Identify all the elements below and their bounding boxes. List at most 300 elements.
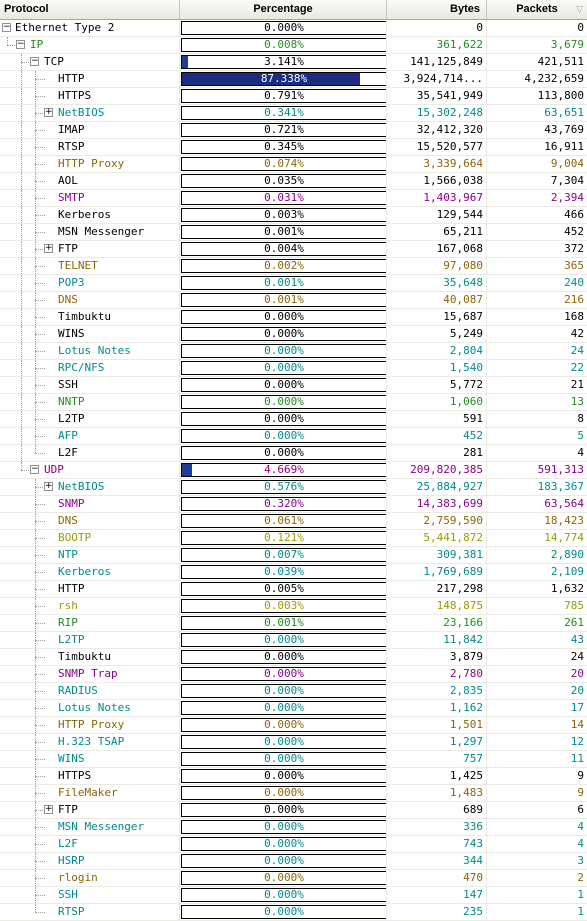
percentage-cell xyxy=(180,836,387,852)
table-row[interactable] xyxy=(0,717,587,734)
tree-connector xyxy=(35,181,45,183)
packets-cell: 24 xyxy=(570,650,584,663)
protocol-cell xyxy=(0,20,180,36)
percentage-value: 0.000% xyxy=(264,786,304,799)
protocol-name: SSH xyxy=(58,378,78,391)
percentage-cell xyxy=(180,309,387,325)
percentage-bar xyxy=(181,633,387,647)
table-row[interactable] xyxy=(0,394,587,411)
protocol-name: L2TP xyxy=(58,412,85,425)
tree-connector xyxy=(35,164,45,166)
percentage-bar xyxy=(181,565,387,579)
table-row[interactable] xyxy=(0,683,587,700)
tree-connector xyxy=(35,912,45,914)
percentage-cell xyxy=(180,632,387,648)
percentage-bar xyxy=(181,123,387,137)
tree-connector xyxy=(35,283,45,285)
table-row[interactable] xyxy=(0,802,587,819)
percentage-value: 0.320% xyxy=(264,497,304,510)
bytes-cell: 5,441,872 xyxy=(387,530,487,546)
table-row[interactable] xyxy=(0,870,587,887)
tree-connector xyxy=(35,725,45,727)
percentage-cell xyxy=(180,513,387,529)
table-row[interactable] xyxy=(0,496,587,513)
percentage-value: 0.000% xyxy=(264,752,304,765)
percentage-bar xyxy=(181,412,387,426)
percentage-value: 0.000% xyxy=(264,684,304,697)
tree-guide-line xyxy=(21,173,23,189)
protocol-cell xyxy=(0,785,180,801)
percentage-cell xyxy=(180,904,387,920)
percentage-bar xyxy=(181,310,387,324)
table-row[interactable] xyxy=(0,190,587,207)
table-row[interactable] xyxy=(0,377,587,394)
bytes-cell: 65,211 xyxy=(387,224,487,240)
percentage-cell xyxy=(180,139,387,155)
percentage-value: 0.005% xyxy=(264,582,304,595)
protocol-name: L2F xyxy=(58,446,78,459)
percentage-bar xyxy=(181,242,387,256)
bytes-cell: 1,501 xyxy=(387,717,487,733)
table-row[interactable] xyxy=(0,411,587,428)
tree-guide-line xyxy=(21,343,23,359)
percentage-cell xyxy=(180,700,387,716)
tree-guide-line xyxy=(21,207,23,223)
collapse-icon[interactable]: − xyxy=(3,22,11,32)
table-row[interactable] xyxy=(0,700,587,717)
percentage-cell xyxy=(180,156,387,172)
tree-connector xyxy=(35,198,45,200)
percentage-cell xyxy=(180,530,387,546)
packets-cell: 2,890 xyxy=(550,548,584,561)
percentage-value: 0.000% xyxy=(264,21,304,34)
protocol-name: Timbuktu xyxy=(58,310,111,323)
tree-guide-line xyxy=(21,462,23,470)
protocol-name: SSH xyxy=(58,888,78,901)
tree-connector xyxy=(35,79,45,81)
bytes-cell: 309,381 xyxy=(387,547,487,563)
protocol-name: NTP xyxy=(58,548,78,561)
protocol-name: RTSP xyxy=(58,140,85,153)
table-row[interactable] xyxy=(0,326,587,343)
packets-cell: 18,423 xyxy=(544,514,584,527)
percentage-value: 0.000% xyxy=(264,395,304,408)
packets-cell: 17 xyxy=(570,701,584,714)
tree-connector xyxy=(35,793,45,795)
packets-cell: 4 xyxy=(577,446,584,459)
expand-icon[interactable]: + xyxy=(45,481,53,491)
protocol-cell xyxy=(0,37,180,53)
protocol-cell xyxy=(0,258,180,274)
table-row[interactable] xyxy=(0,309,587,326)
tree-connector xyxy=(35,691,45,693)
percentage-cell xyxy=(180,292,387,308)
column-header-percentage[interactable]: Percentage xyxy=(180,0,387,19)
percentage-cell xyxy=(180,887,387,903)
table-row[interactable] xyxy=(0,734,587,751)
packets-cell: 5 xyxy=(577,429,584,442)
packets-cell: 14 xyxy=(570,718,584,731)
bytes-cell: 3,924,714... xyxy=(387,71,487,87)
percentage-bar xyxy=(181,55,387,69)
packets-cell: 63,651 xyxy=(544,106,584,119)
bytes-cell: 1,540 xyxy=(387,360,487,376)
table-row[interactable] xyxy=(0,853,587,870)
packets-cell: 11 xyxy=(570,752,584,765)
bytes-cell: 2,759,590 xyxy=(387,513,487,529)
percentage-value: 0.000% xyxy=(264,650,304,663)
table-row[interactable] xyxy=(0,513,587,530)
percentage-bar xyxy=(181,429,387,443)
percentage-bar xyxy=(181,718,387,732)
table-row[interactable] xyxy=(0,887,587,904)
protocol-name: SNMP xyxy=(58,497,85,510)
percentage-value: 0.003% xyxy=(264,599,304,612)
percentage-value: 0.000% xyxy=(264,412,304,425)
percentage-bar xyxy=(181,616,387,630)
percentage-value: 0.121% xyxy=(264,531,304,544)
packets-cell: 2 xyxy=(577,871,584,884)
packets-cell: 421,511 xyxy=(537,55,584,68)
tree-connector xyxy=(35,402,45,404)
table-row[interactable] xyxy=(0,615,587,632)
table-row[interactable] xyxy=(0,768,587,785)
table-row[interactable] xyxy=(0,71,587,88)
protocol-cell xyxy=(0,615,180,631)
percentage-value: 0.031% xyxy=(264,191,304,204)
percentage-value: 0.000% xyxy=(264,429,304,442)
bytes-cell: 1,060 xyxy=(387,394,487,410)
percentage-bar xyxy=(181,684,387,698)
bytes-cell: 470 xyxy=(387,870,487,886)
percentage-value: 0.004% xyxy=(264,242,304,255)
table-row[interactable] xyxy=(0,37,587,54)
percentage-bar xyxy=(181,89,387,103)
tree-guide-line xyxy=(21,360,23,376)
table-row[interactable] xyxy=(0,428,587,445)
percentage-cell xyxy=(180,224,387,240)
protocol-cell xyxy=(0,377,180,393)
table-row[interactable] xyxy=(0,462,587,479)
percentage-value: 0.000% xyxy=(264,888,304,901)
tree-guide-line xyxy=(35,904,37,912)
protocol-cell xyxy=(0,241,180,257)
expand-icon[interactable]: + xyxy=(45,804,53,814)
protocol-cell xyxy=(0,360,180,376)
percentage-value: 87.338% xyxy=(260,72,308,85)
bytes-cell: 11,842 xyxy=(387,632,487,648)
protocol-cell xyxy=(0,547,180,563)
tree-connector xyxy=(35,589,45,591)
table-row[interactable] xyxy=(0,224,587,241)
expand-icon[interactable]: + xyxy=(45,107,53,117)
percentage-value: 0.000% xyxy=(264,378,304,391)
protocol-tree xyxy=(0,20,587,921)
packets-cell: 1,632 xyxy=(550,582,584,595)
percentage-value: 0.000% xyxy=(264,837,304,850)
column-header-bar xyxy=(0,0,587,20)
tree-connector xyxy=(35,436,45,438)
percentage-cell xyxy=(180,717,387,733)
bytes-cell: 5,249 xyxy=(387,326,487,342)
table-row[interactable] xyxy=(0,479,587,496)
packets-cell: 1 xyxy=(577,905,584,918)
tree-connector xyxy=(35,504,45,506)
protocol-cell xyxy=(0,836,180,852)
column-header-protocol[interactable]: Protocol xyxy=(0,0,180,19)
expand-icon[interactable]: + xyxy=(45,243,53,253)
percentage-bar xyxy=(181,191,387,205)
percentage-bar xyxy=(181,735,387,749)
table-row[interactable] xyxy=(0,666,587,683)
percentage-bar xyxy=(181,395,387,409)
protocol-name: H.323 TSAP xyxy=(58,735,125,748)
bytes-cell: 1,483 xyxy=(387,785,487,801)
percentage-value: 0.341% xyxy=(264,106,304,119)
protocol-cell xyxy=(0,768,180,784)
protocol-cell xyxy=(0,819,180,835)
protocol-name: TELNET xyxy=(58,259,98,272)
packets-cell: 216 xyxy=(564,293,584,306)
packets-cell: 14,774 xyxy=(544,531,584,544)
protocol-name: RTSP xyxy=(58,905,85,918)
sort-descending-icon[interactable]: ▽ xyxy=(576,4,583,14)
protocol-cell xyxy=(0,411,180,427)
tree-connector xyxy=(35,555,45,557)
protocol-cell xyxy=(0,870,180,886)
table-row[interactable] xyxy=(0,581,587,598)
protocol-name: WINS xyxy=(58,327,85,340)
packets-cell: 13 xyxy=(570,395,584,408)
protocol-cell xyxy=(0,666,180,682)
percentage-value: 0.000% xyxy=(264,633,304,646)
percentage-cell xyxy=(180,122,387,138)
protocol-name: HTTP xyxy=(58,72,85,85)
protocol-name: Lotus Notes xyxy=(58,701,131,714)
percentage-bar xyxy=(181,72,387,86)
table-row[interactable] xyxy=(0,819,587,836)
bytes-cell: 167,068 xyxy=(387,241,487,257)
packets-cell: 20 xyxy=(570,667,584,680)
packets-cell: 372 xyxy=(564,242,584,255)
percentage-cell xyxy=(180,547,387,563)
column-header-packets-label: Packets xyxy=(516,3,558,15)
tree-connector xyxy=(35,861,45,863)
percentage-value: 0.035% xyxy=(264,174,304,187)
protocol-cell xyxy=(0,54,180,70)
percentage-bar xyxy=(181,208,387,222)
percentage-value: 0.000% xyxy=(264,667,304,680)
table-row[interactable] xyxy=(0,122,587,139)
percentage-bar xyxy=(181,582,387,596)
packets-cell: 2,109 xyxy=(550,565,584,578)
percentage-value: 0.000% xyxy=(264,701,304,714)
percentage-value: 3.141% xyxy=(264,55,304,68)
packets-cell: 785 xyxy=(564,599,584,612)
collapse-icon[interactable]: − xyxy=(31,464,39,474)
percentage-value: 4.669% xyxy=(264,463,304,476)
percentage-cell xyxy=(180,734,387,750)
packets-cell: 63,564 xyxy=(544,497,584,510)
protocol-cell xyxy=(0,513,180,529)
bytes-cell: 35,648 xyxy=(387,275,487,291)
tree-connector xyxy=(35,368,45,370)
table-row[interactable] xyxy=(0,598,587,615)
percentage-bar xyxy=(181,344,387,358)
tree-guide-line xyxy=(21,190,23,206)
tree-connector xyxy=(35,300,45,302)
table-row[interactable] xyxy=(0,751,587,768)
protocol-cell xyxy=(0,581,180,597)
table-row[interactable] xyxy=(0,632,587,649)
tree-guide-line xyxy=(21,411,23,427)
percentage-cell xyxy=(180,802,387,818)
column-header-bytes[interactable]: Bytes xyxy=(387,0,487,19)
percentage-cell xyxy=(180,445,387,461)
packets-cell: 466 xyxy=(564,208,584,221)
packets-cell: 42 xyxy=(570,327,584,340)
protocol-name: Lotus Notes xyxy=(58,344,131,357)
tree-connector xyxy=(35,419,45,421)
percentage-value: 0.007% xyxy=(264,548,304,561)
table-row[interactable] xyxy=(0,343,587,360)
protocol-cell xyxy=(0,649,180,665)
protocol-name: DNS xyxy=(58,514,78,527)
percentage-bar xyxy=(181,480,387,494)
percentage-cell xyxy=(180,768,387,784)
percentage-value: 0.000% xyxy=(264,871,304,884)
packets-cell: 4 xyxy=(577,820,584,833)
protocol-name: rlogin xyxy=(58,871,98,884)
percentage-bar xyxy=(181,378,387,392)
protocol-cell xyxy=(0,88,180,104)
percentage-cell xyxy=(180,54,387,70)
bytes-cell: 281 xyxy=(387,445,487,461)
percentage-value: 0.345% xyxy=(264,140,304,153)
tree-guide-line xyxy=(21,445,23,461)
table-row[interactable] xyxy=(0,139,587,156)
percentage-value: 0.000% xyxy=(264,854,304,867)
table-row[interactable] xyxy=(0,156,587,173)
protocol-name: RADIUS xyxy=(58,684,98,697)
percentage-bar xyxy=(181,871,387,885)
percentage-bar xyxy=(181,599,387,613)
percentage-value: 0.039% xyxy=(264,565,304,578)
tree-guide-line xyxy=(21,139,23,155)
table-row[interactable] xyxy=(0,88,587,105)
table-row[interactable] xyxy=(0,785,587,802)
protocol-name: L2TP xyxy=(58,633,85,646)
bytes-cell: 148,875 xyxy=(387,598,487,614)
protocol-name: IMAP xyxy=(58,123,85,136)
table-row[interactable] xyxy=(0,445,587,462)
table-row[interactable] xyxy=(0,54,587,71)
tree-connector xyxy=(35,334,45,336)
percentage-cell xyxy=(180,785,387,801)
table-row[interactable] xyxy=(0,547,587,564)
percentage-value: 0.001% xyxy=(264,616,304,629)
protocol-cell xyxy=(0,394,180,410)
protocol-cell xyxy=(0,71,180,87)
percentage-value: 0.000% xyxy=(264,769,304,782)
protocol-cell xyxy=(0,224,180,240)
tree-connector xyxy=(35,266,45,268)
protocol-name: Kerberos xyxy=(58,208,111,221)
table-row[interactable] xyxy=(0,564,587,581)
percentage-value: 0.791% xyxy=(264,89,304,102)
protocol-cell xyxy=(0,887,180,903)
protocol-cell xyxy=(0,802,180,818)
table-row[interactable] xyxy=(0,649,587,666)
bytes-cell: 147 xyxy=(387,887,487,903)
bytes-cell: 129,544 xyxy=(387,207,487,223)
table-row[interactable] xyxy=(0,530,587,547)
tree-connector xyxy=(35,538,45,540)
percentage-value: 0.001% xyxy=(264,225,304,238)
tree-guide-line xyxy=(21,105,23,121)
protocol-name: NetBIOS xyxy=(58,480,105,493)
percentage-bar xyxy=(181,531,387,545)
table-row[interactable] xyxy=(0,207,587,224)
protocol-cell xyxy=(0,479,180,495)
percentage-bar xyxy=(181,106,387,120)
percentage-cell xyxy=(180,258,387,274)
bytes-cell: 97,080 xyxy=(387,258,487,274)
column-header-packets[interactable] xyxy=(487,0,587,19)
percentage-value: 0.000% xyxy=(264,735,304,748)
bytes-cell: 209,820,385 xyxy=(387,462,487,478)
table-row[interactable] xyxy=(0,20,587,37)
protocol-cell xyxy=(0,190,180,206)
protocol-name: HTTP Proxy xyxy=(58,718,125,731)
table-row[interactable] xyxy=(0,836,587,853)
table-row[interactable] xyxy=(0,360,587,377)
table-row[interactable] xyxy=(0,241,587,258)
collapse-icon[interactable]: − xyxy=(17,39,25,49)
bytes-cell: 757 xyxy=(387,751,487,767)
table-row[interactable] xyxy=(0,275,587,292)
table-row[interactable] xyxy=(0,258,587,275)
packets-cell: 8 xyxy=(577,412,584,425)
table-row[interactable] xyxy=(0,105,587,122)
percentage-cell xyxy=(180,173,387,189)
protocol-cell xyxy=(0,428,180,444)
table-row[interactable] xyxy=(0,173,587,190)
packets-cell: 452 xyxy=(564,225,584,238)
percentage-value: 0.000% xyxy=(264,820,304,833)
percentage-value: 0.074% xyxy=(264,157,304,170)
protocol-cell xyxy=(0,632,180,648)
collapse-icon[interactable]: − xyxy=(31,56,39,66)
packets-cell: 7,304 xyxy=(550,174,584,187)
bytes-cell: 344 xyxy=(387,853,487,869)
bytes-cell: 25,884,927 xyxy=(387,479,487,495)
protocol-name: SMTP xyxy=(58,191,85,204)
protocol-cell xyxy=(0,751,180,767)
percentage-cell xyxy=(180,88,387,104)
table-row[interactable] xyxy=(0,904,587,921)
protocol-name: AOL xyxy=(58,174,78,187)
protocol-cell xyxy=(0,139,180,155)
table-row[interactable] xyxy=(0,292,587,309)
percentage-bar xyxy=(181,497,387,511)
bytes-cell: 743 xyxy=(387,836,487,852)
percentage-cell xyxy=(180,343,387,359)
percentage-cell xyxy=(180,615,387,631)
protocol-name: Timbuktu xyxy=(58,650,111,663)
protocol-cell xyxy=(0,598,180,614)
protocol-name: MSN Messenger xyxy=(58,225,145,238)
